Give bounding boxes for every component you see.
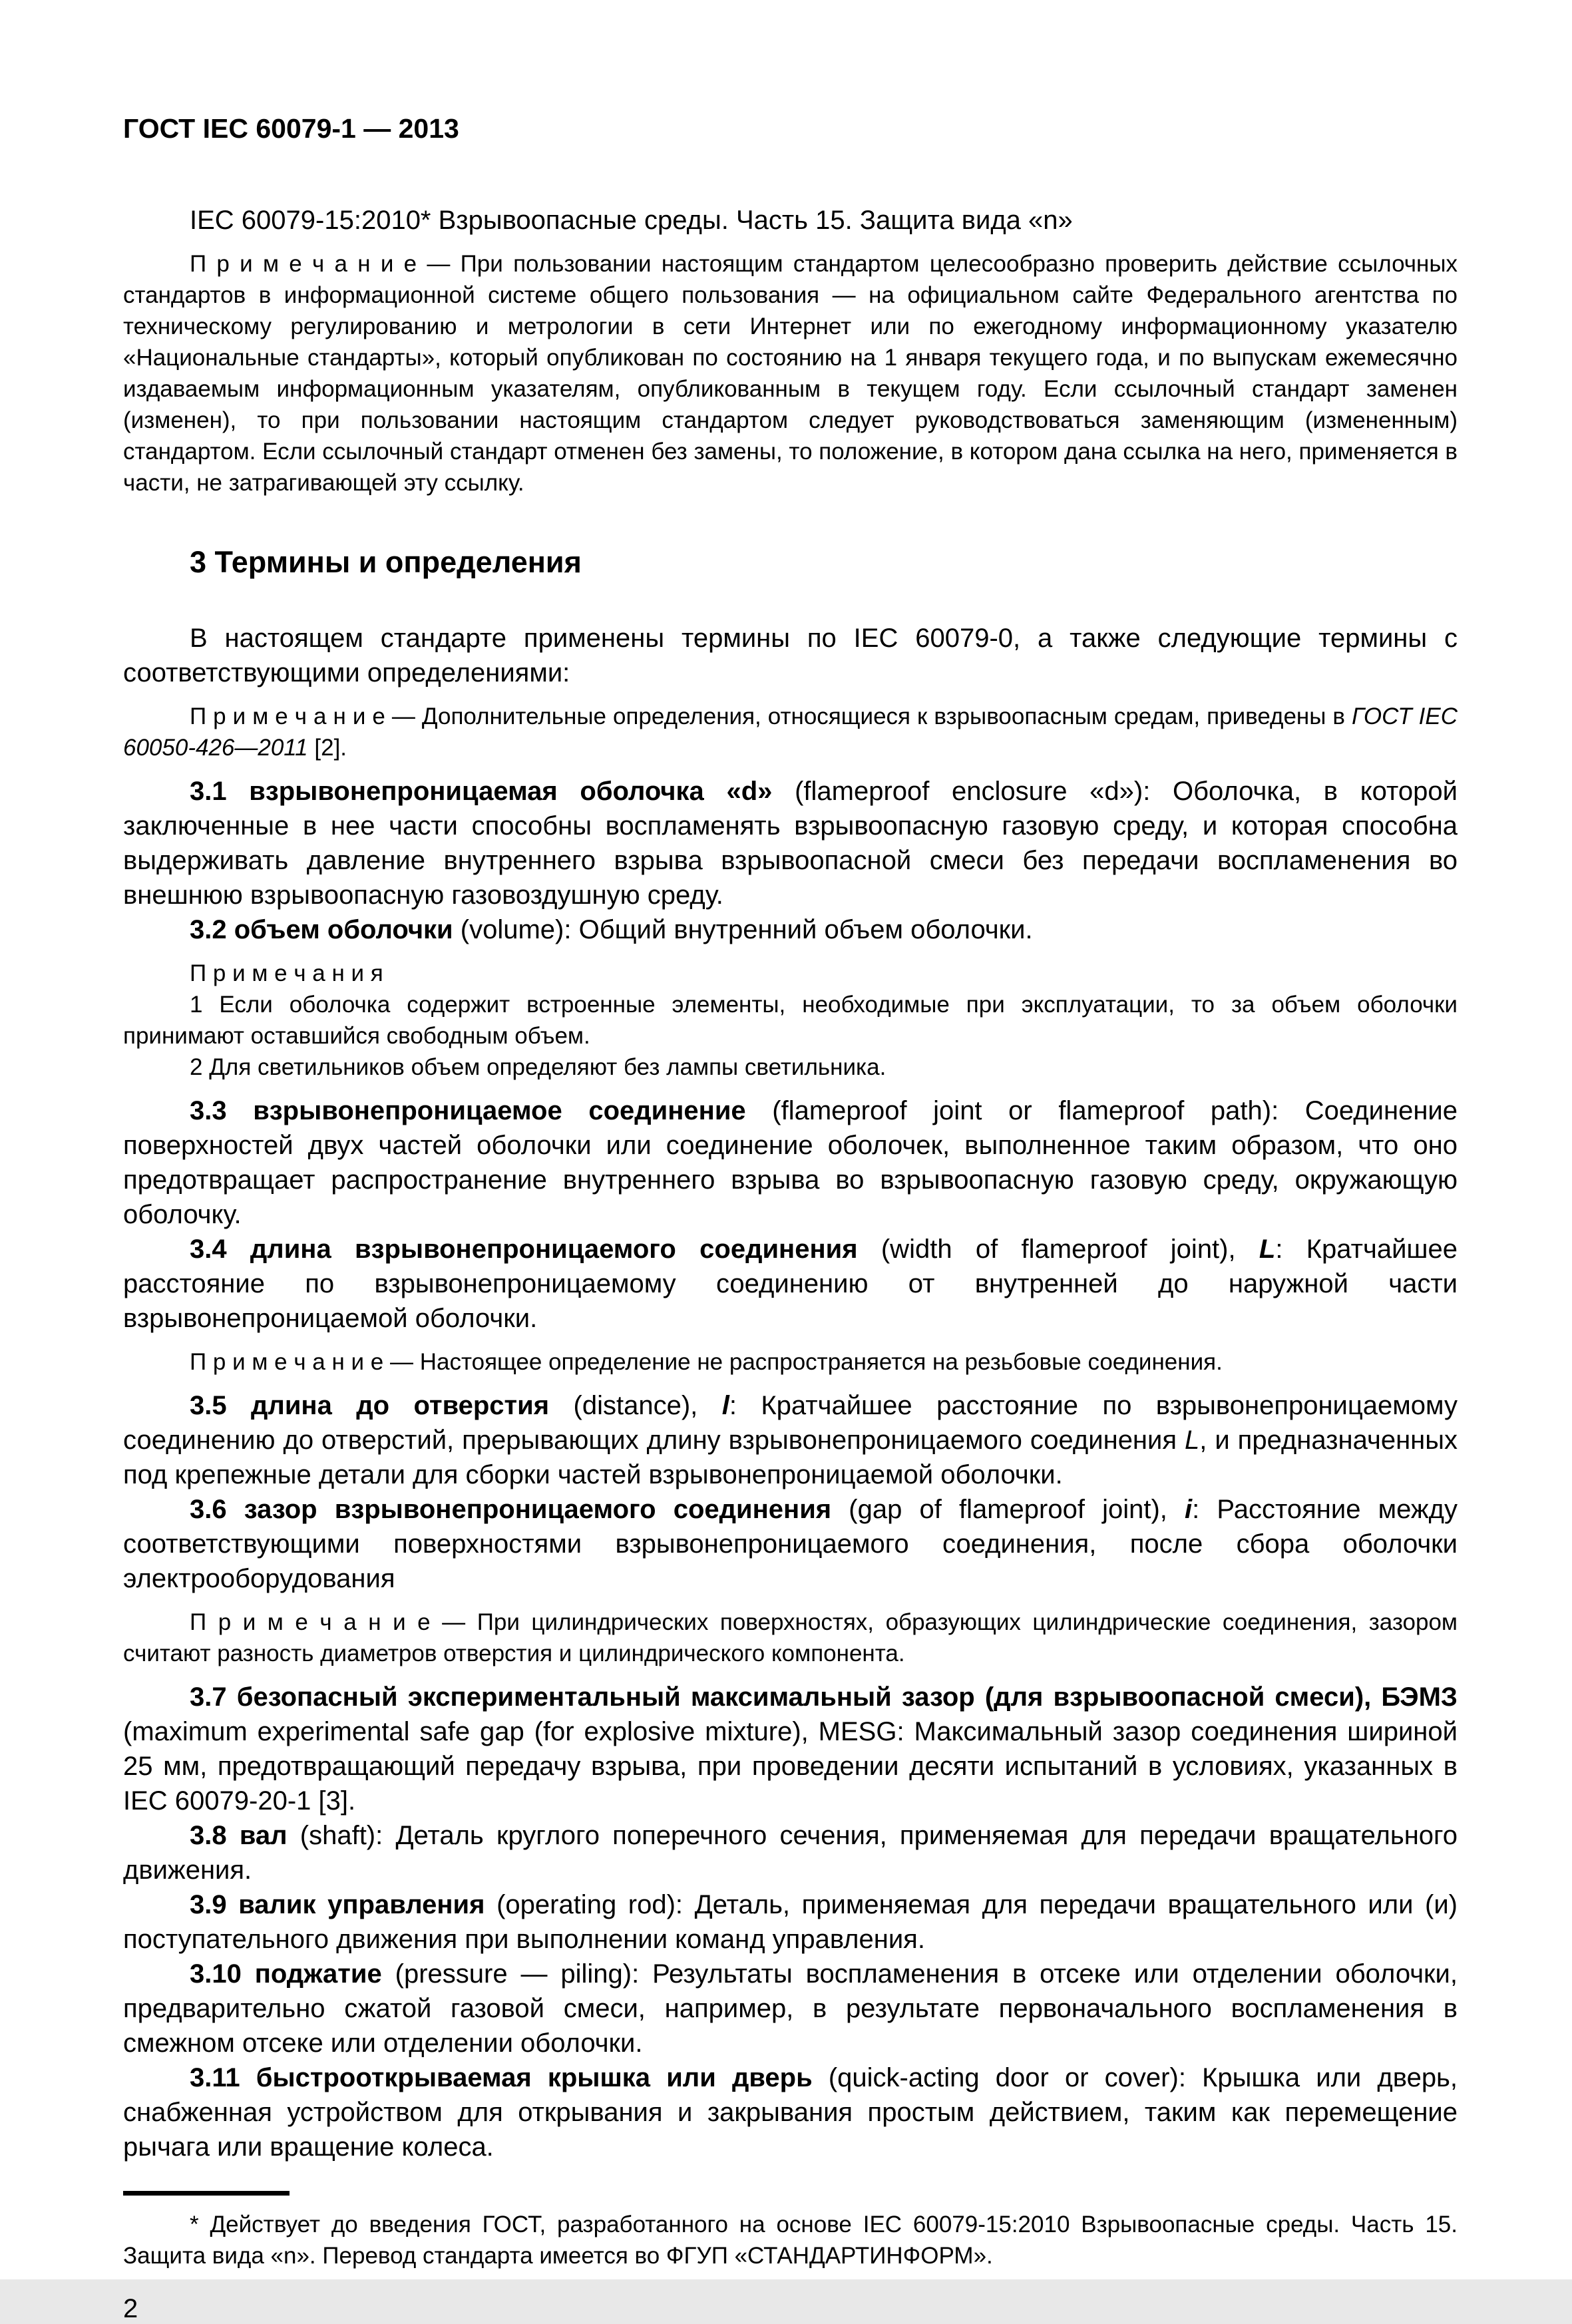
term-definition: (flameproof joint or flameproof path): Соединение поверхностей двух частей оболочки или соединение оболочек, выполненное таким образом, что оно предотвращает распространение внутреннего взрыва во взрывоопасную газовую среду, окружающую оболочку. <box>123 1096 1458 1229</box>
term-3-9 <box>123 1887 1458 1957</box>
note-item-1: 1 Если оболочка содержит встроенные элементы, необходимые при эксплуатации, то за объем оболочки принимают оставшийся свободным объем. <box>123 992 1458 1049</box>
term-3-4 <box>123 1232 1458 1336</box>
term-3-2 <box>123 912 1458 947</box>
notes-label: П р и м е ч а н и я <box>190 960 383 986</box>
section-heading: 3 Термины и определения <box>190 545 582 579</box>
term-3-8 <box>123 1818 1458 1887</box>
section-note <box>123 701 1458 763</box>
note-tail: [2]. <box>307 735 347 761</box>
note-label: П р и м е ч а н и е — <box>190 1609 477 1635</box>
note-text: При цилиндрических поверхностях, образующих цилиндрические соединения, зазором считают разность диаметров отверстия и цилиндрического компонента. <box>123 1609 1458 1666</box>
term-title: 3.2 объем оболочки <box>190 915 453 944</box>
term-title: 3.3 взрывонепроницаемое соединение <box>190 1096 746 1125</box>
note-label: П р и м е ч а н и е — <box>190 251 461 277</box>
term-title: 3.4 длина взрывонепроницаемого соединения <box>190 1235 858 1264</box>
footnote-text: * Действует до введения ГОСТ, разработанного на основе IEC 60079-15:2010 Взрывоопасные среды. Часть 15. Защита вида «n». Перевод стандарта имеется во ФГУП «СТАНДАРТИНФОРМ». <box>123 2212 1458 2269</box>
term-definition-tail: , и предназначенных под крепежные детали для сборки частей взрывонепроницаемой оболочки. <box>123 1426 1458 1489</box>
term-definition: (maximum experimental safe gap (for explosive mixture), MESG: Максимальный зазор соединения шириной 25 мм, предотвращающий передачу взрыва, при проведении десяти испытаний в условиях, указанных в IEC 60079-20-1 [3]. <box>123 1717 1458 1816</box>
term-3-7 <box>123 1680 1458 1818</box>
term-title: 3.6 зазор взрывонепроницаемого соединения <box>190 1495 832 1524</box>
term-title: 3.8 вал <box>190 1821 288 1850</box>
term-definition: (flameproof enclosure «d»): Оболочка, в которой заключенные в нее части способны воспламенять взрывоопасную газовую среду, и которая способна выдерживать давление внутреннего взрыва взрывоопасной смеси без передачи воспламенения во внешнюю взрывоопасную газовоздушную среду. <box>123 777 1458 910</box>
term-title: 3.5 длина до отверстия <box>190 1391 550 1420</box>
term-3-11 <box>123 2060 1458 2164</box>
term-3-6 <box>123 1492 1458 1596</box>
section-lead: В настоящем стандарте применены термины по IEC 60079-0, а также следующие термины с соответствующими определениями: <box>123 624 1458 687</box>
term-definition: (quick-acting door or cover): Крышка или дверь, снабженная устройством для открывания и закрывания простым действием, таким как перемещение рычага или вращение колеса. <box>123 2063 1458 2162</box>
term-3-1 <box>123 774 1458 912</box>
term-title: 3.1 взрывонепроницаемая оболочка «d» <box>190 777 773 806</box>
term-definition: (shaft): Деталь круглого поперечного сечения, применяемая для передачи вращательного движения. <box>123 1821 1458 1885</box>
footnote-separator <box>123 2191 290 2196</box>
joint-note <box>123 1346 1458 1378</box>
term-3-10 <box>123 1957 1458 2060</box>
term-english: (width of flameproof joint), <box>857 1235 1259 1264</box>
term-definition: : Кратчайшее расстояние по взрывонепроницаемому соединению от внутренней до наружной части взрывонепроницаемой оболочки. <box>123 1235 1458 1333</box>
note-text: Дополнительные определения, относящиеся к взрывоопасным средам, приведены в <box>421 703 1352 729</box>
note-text: При пользовании настоящим стандартом целесообразно проверить действие ссылочных стандартов в информационной системе общего пользования — на официальном сайте Федерального агентства по техническому регулированию и метрологии в сети Интернет или по ежегодному информационному указателю «Национальные стандарты», который опубликован по состоянию на 1 января текущего года, и по выпускам ежемесячно издаваемым информационным указателям, опубликованным в текущем году. Если ссылочный стандарт заменен (изменен), то при пользовании настоящим стандартом следует руководствоваться заменяющим (измененным) стандартом. Если ссылочный стандарт отменен без замены, то положение, в котором дана ссылка на него, применяется в части, не затрагивающей эту ссылку. <box>123 251 1458 496</box>
term-title: 3.9 валик управления <box>190 1890 485 1919</box>
note-item-2: 2 Для светильников объем определяют без лампы светильника. <box>190 1054 886 1080</box>
term-symbol: L <box>1259 1235 1276 1264</box>
note-label: П р и м е ч а н и е — <box>190 703 422 729</box>
term-title: 3.7 безопасный экспериментальный максимальный зазор (для взрывоопасной смеси), БЭМЗ <box>190 1682 1458 1712</box>
note-label: П р и м е ч а н и е — <box>190 1349 420 1375</box>
term-definition: : Кратчайшее расстояние по взрывонепроницаемому соединению до отверстий, прерывающих длину взрывонепроницаемого соединения <box>123 1391 1458 1455</box>
term-symbol: l <box>721 1391 729 1420</box>
term-definition: (volume): Общий внутренний объем оболочки. <box>453 915 1033 944</box>
gap-note <box>123 1607 1458 1669</box>
term-symbol: i <box>1185 1495 1193 1524</box>
term-title: 3.10 поджатие <box>190 1959 382 1989</box>
term-definition: (operating rod): Деталь, применяемая для передачи вращательного или (и) поступательного движения при выполнении команд управления. <box>123 1890 1458 1954</box>
term-3-3 <box>123 1093 1458 1232</box>
note-text: Настоящее определение не распространяется на резьбовые соединения. <box>419 1349 1223 1375</box>
intro-note <box>123 248 1458 498</box>
reference-line: IEC 60079-15:2010* Взрывоопасные среды. Часть 15. Защита вида «n» <box>190 206 1073 235</box>
term-symbol-L: L <box>1185 1426 1200 1455</box>
term-english: (gap of flameproof joint), <box>831 1495 1185 1524</box>
term-title: 3.11 быстрооткрываемая крышка или дверь <box>190 2063 813 2092</box>
document-header: ГОСТ IEC 60079-1 — 2013 <box>123 113 459 144</box>
standard-reference: ГОСТ IEC 60050-426—2011 <box>123 703 1458 761</box>
term-definition: : Расстояние между соответствующими поверхностями взрывонепроницаемого соединения, после сбора оболочки электрооборудования <box>123 1495 1458 1593</box>
term-3-5 <box>123 1388 1458 1492</box>
term-english: (distance), <box>549 1391 722 1420</box>
term-definition: (pressure — piling): Результаты воспламенения в отсеке или отделении оболочки, предварительно сжатой газовой смеси, например, в результате первоначального воспламенения в смежном отсеке или отделении оболочки. <box>123 1959 1458 2058</box>
page-number: 2 <box>123 2294 138 2323</box>
